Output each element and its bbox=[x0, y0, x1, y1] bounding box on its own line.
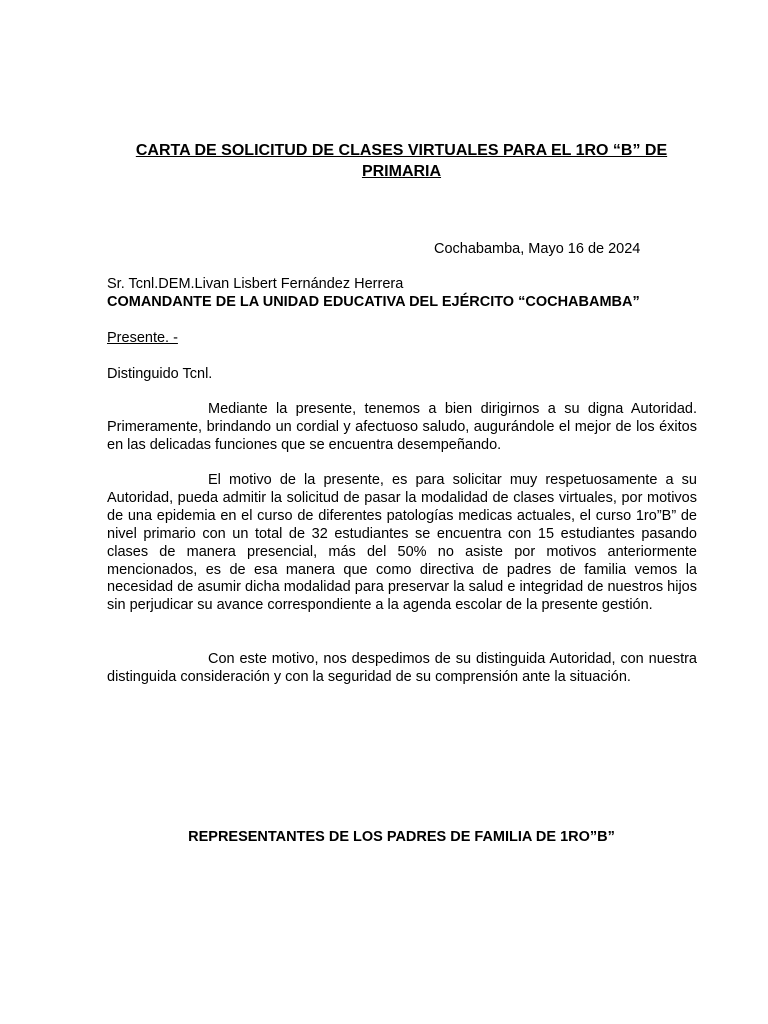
paragraph-intro: Mediante la presente, tenemos a bien dirigirnos a su digna Autoridad. Primeramente, brindando un cordial y afectuoso saludo, augurándole el mejor de los éxitos en las delicadas funciones que se encuentra desempeñando. bbox=[107, 401, 697, 453]
recipient-name: Sr. Tcnl.DEM.Livan Lisbert Fernández Herrera bbox=[107, 276, 404, 292]
recipient-title: COMANDANTE DE LA UNIDAD EDUCATIVA DEL EJÉRCITO “COCHABAMBA” bbox=[107, 294, 640, 310]
date-line: Cochabamba, Mayo 16 de 2024 bbox=[434, 241, 641, 257]
presente-line: Presente. - bbox=[107, 330, 178, 346]
paragraph-request: El motivo de la presente, es para solicitar muy respetuosamente a su Autoridad, pueda admitir la solicitud de pasar la modalidad de clases virtuales, por motivos de una epidemia en el curso de diferentes patologías medicas actuales, el curso 1ro”B” de nivel primario con un total de 32 estudiantes se encuentra con 15 estudiantes pasando clases de manera presencial, más del 50% no asiste por motivos anteriormente mencionados, es de esa manera que como directiva de padres de familia vemos la necesidad de asumir dicha modalidad para preservar la salud e integridad de nuestros hijos sin perjudicar su avance correspondiente a la agenda escolar de la presente gestión. bbox=[107, 472, 697, 614]
letter-title: CARTA DE SOLICITUD DE CLASES VIRTUALES PARA EL 1RO “B” DE PRIMARIA bbox=[135, 142, 668, 180]
salutation: Distinguido Tcnl. bbox=[107, 366, 213, 382]
paragraph-closing: Con este motivo, nos despedimos de su distinguida Autoridad, con nuestra distinguida consideración y con la seguridad de su comprensión ante la situación. bbox=[107, 651, 697, 685]
signature-line: REPRESENTANTES DE LOS PADRES DE FAMILIA DE 1RO”B” bbox=[188, 829, 615, 845]
